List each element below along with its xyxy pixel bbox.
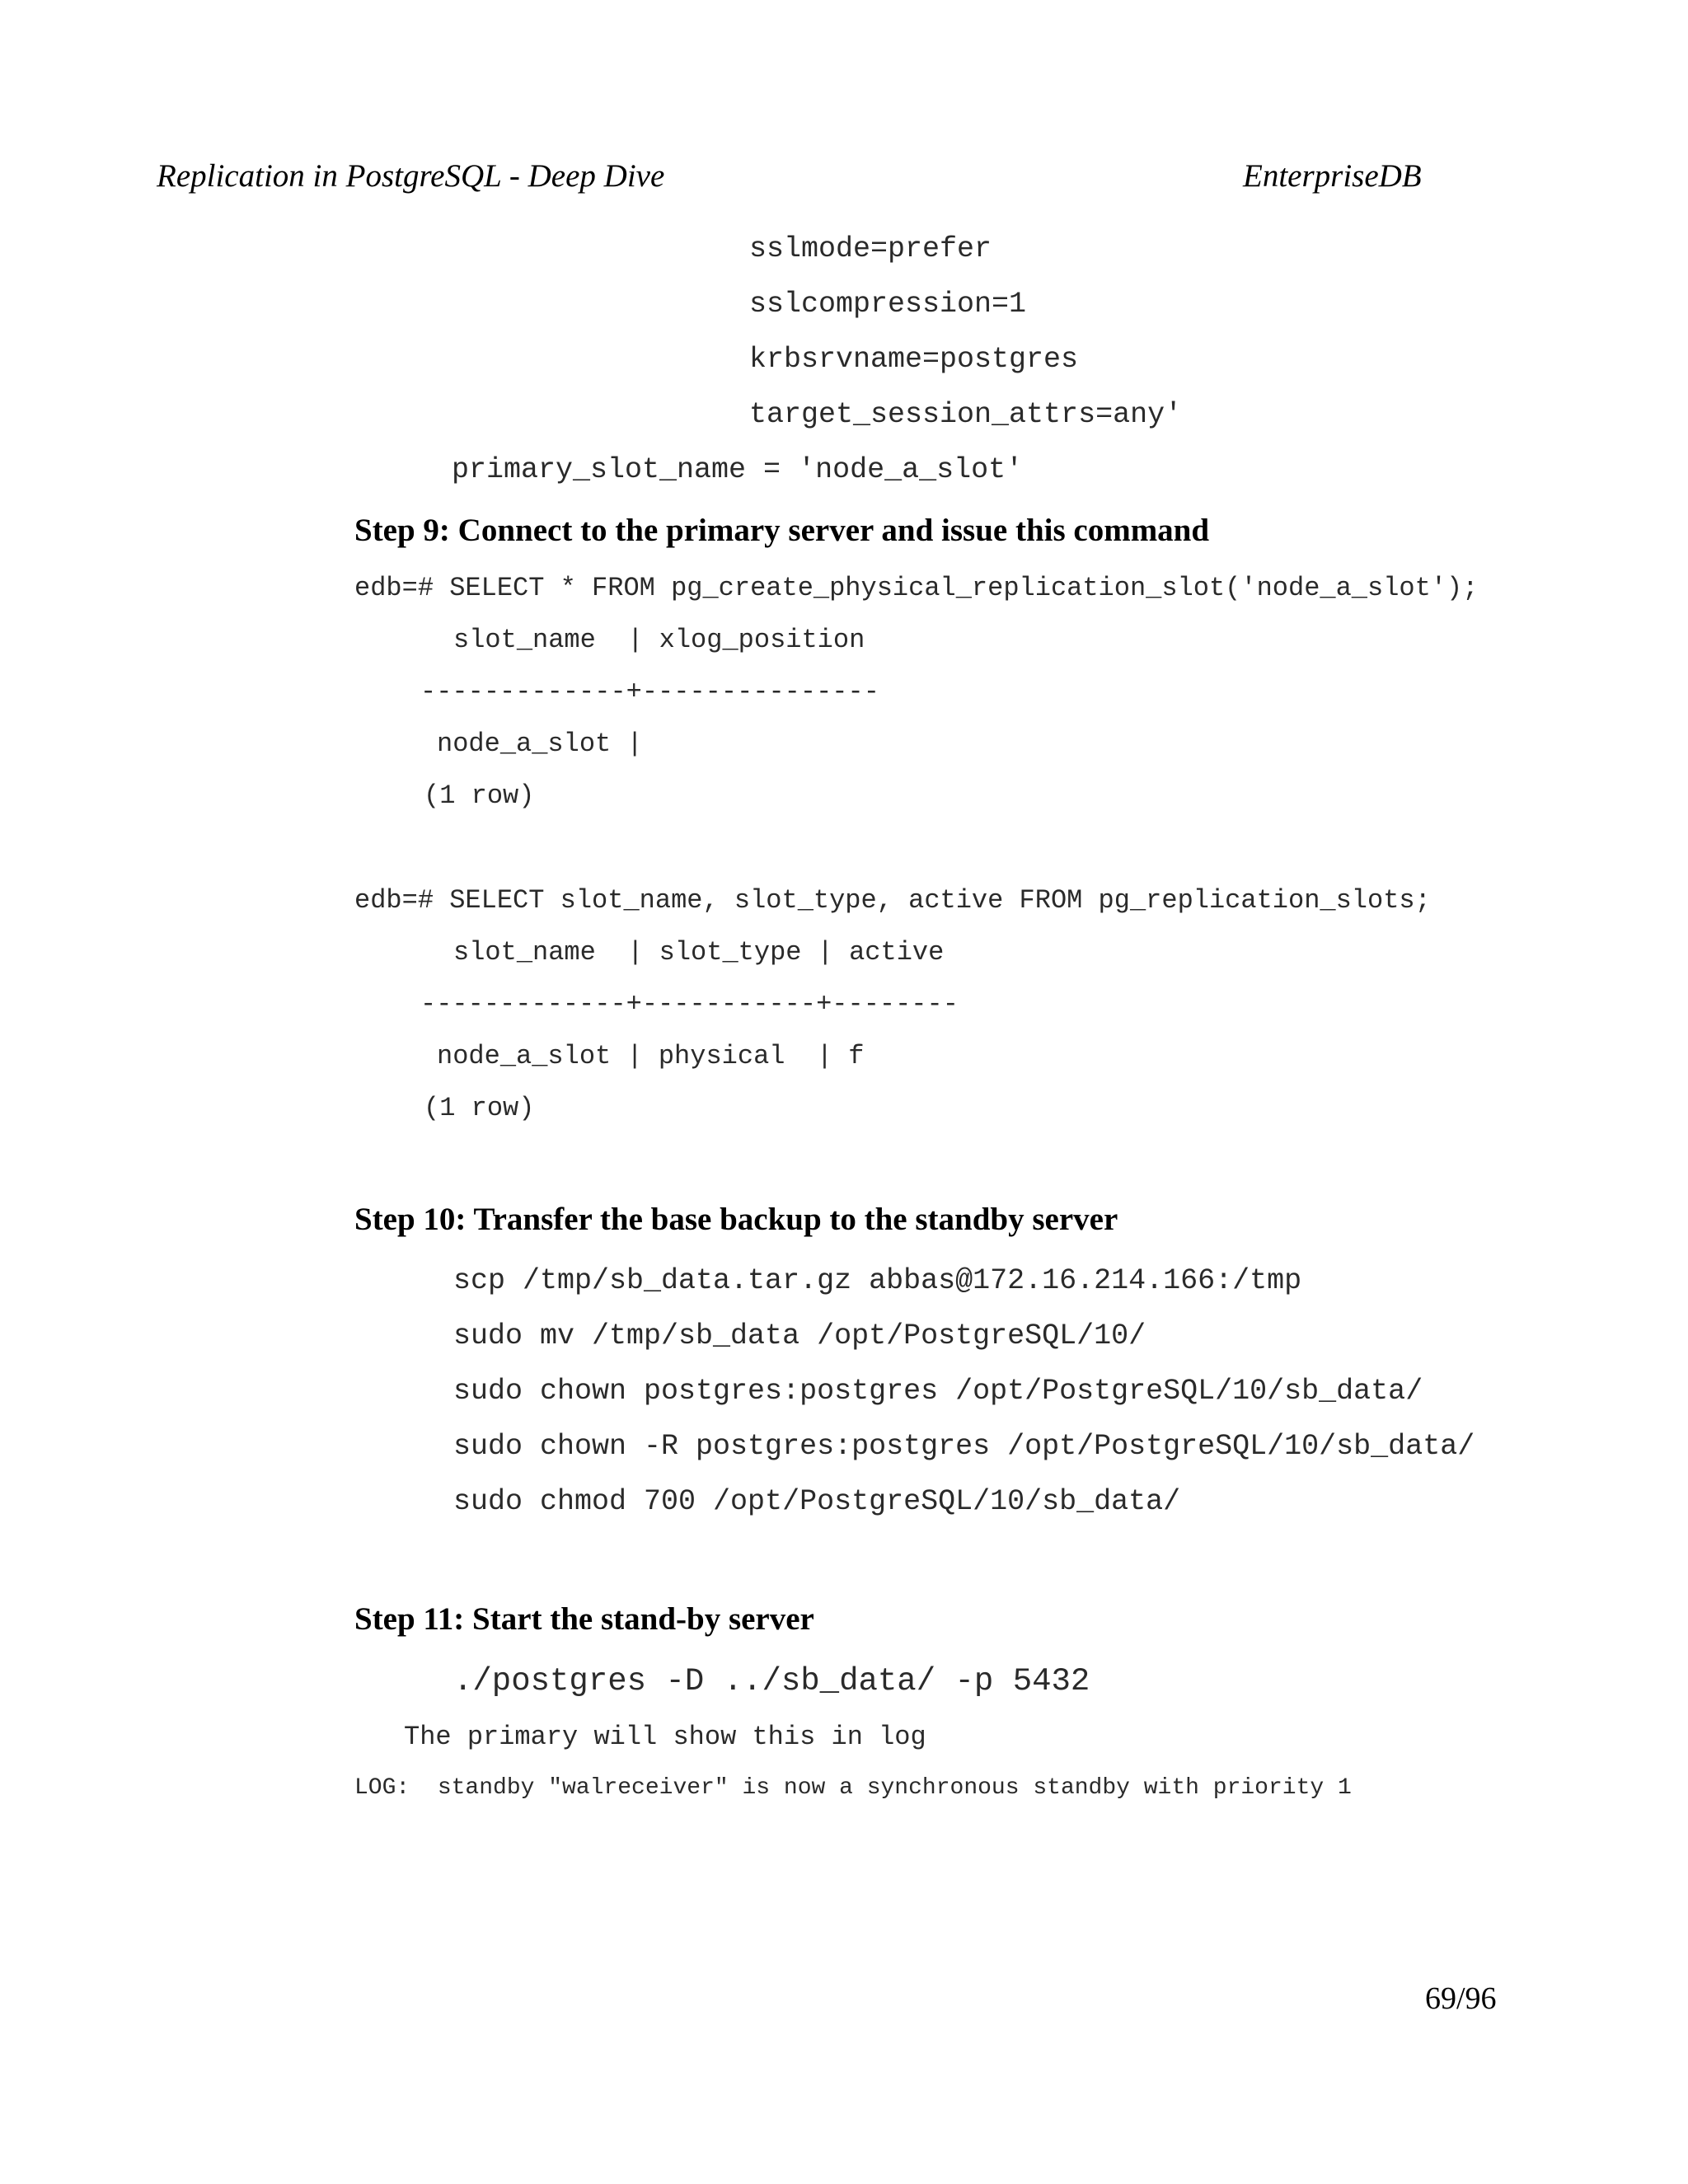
- step9-result2-separator: -------------+-----------+--------: [420, 989, 959, 1019]
- step9-query1: edb=# SELECT * FROM pg_create_physical_replication_slot('node_a_slot');: [354, 573, 1479, 603]
- step9-result2-row: node_a_slot | physical | f: [437, 1041, 865, 1071]
- step9-result1-footer: (1 row): [424, 780, 535, 811]
- step9-result1-separator: -------------+---------------: [420, 677, 879, 707]
- page-number: 69/96: [1425, 1981, 1497, 2016]
- step9-heading: Step 9: Connect to the primary server and issue this command: [354, 513, 1210, 548]
- company-name: EnterpriseDB: [1243, 158, 1422, 194]
- conninfo-target-session-attrs: target_session_attrs=any': [749, 398, 1183, 431]
- step10-command-chown-recursive: sudo chown -R postgres:postgres /opt/PostgreSQL/10/sb_data/: [453, 1430, 1475, 1463]
- conninfo-sslcompression: sslcompression=1: [749, 288, 1027, 321]
- step10-command-scp: scp /tmp/sb_data.tar.gz abbas@172.16.214.166:/tmp: [453, 1264, 1302, 1297]
- conninfo-krbsrvname: krbsrvname=postgres: [749, 343, 1079, 376]
- step9-result2-header: slot_name | slot_type | active: [453, 937, 945, 968]
- step10-heading: Step 10: Transfer the base backup to the standby server: [354, 1202, 1118, 1237]
- step11-heading: Step 11: Start the stand-by server: [354, 1601, 814, 1637]
- step10-command-mv: sudo mv /tmp/sb_data /opt/PostgreSQL/10/: [453, 1319, 1146, 1352]
- step10-command-chmod: sudo chmod 700 /opt/PostgreSQL/10/sb_data/: [453, 1485, 1181, 1518]
- step11-note: The primary will show this in log: [404, 1722, 926, 1752]
- primary-slot-name-line: primary_slot_name = 'node_a_slot': [452, 453, 1024, 486]
- step9-result1-row: node_a_slot |: [437, 729, 643, 759]
- step10-command-chown: sudo chown postgres:postgres /opt/PostgreSQL/10/sb_data/: [453, 1375, 1423, 1408]
- step11-log-line: LOG: standby "walreceiver" is now a synchronous standby with priority 1: [354, 1775, 1352, 1801]
- step9-query2: edb=# SELECT slot_name, slot_type, active FROM pg_replication_slots;: [354, 885, 1431, 916]
- conninfo-sslmode: sslmode=prefer: [749, 232, 992, 265]
- step9-result1-header: slot_name | xlog_position: [453, 625, 865, 655]
- step9-result2-footer: (1 row): [424, 1093, 535, 1123]
- step11-command: ./postgres -D ../sb_data/ -p 5432: [453, 1663, 1090, 1699]
- document-title: Replication in PostgreSQL - Deep Dive: [157, 158, 665, 194]
